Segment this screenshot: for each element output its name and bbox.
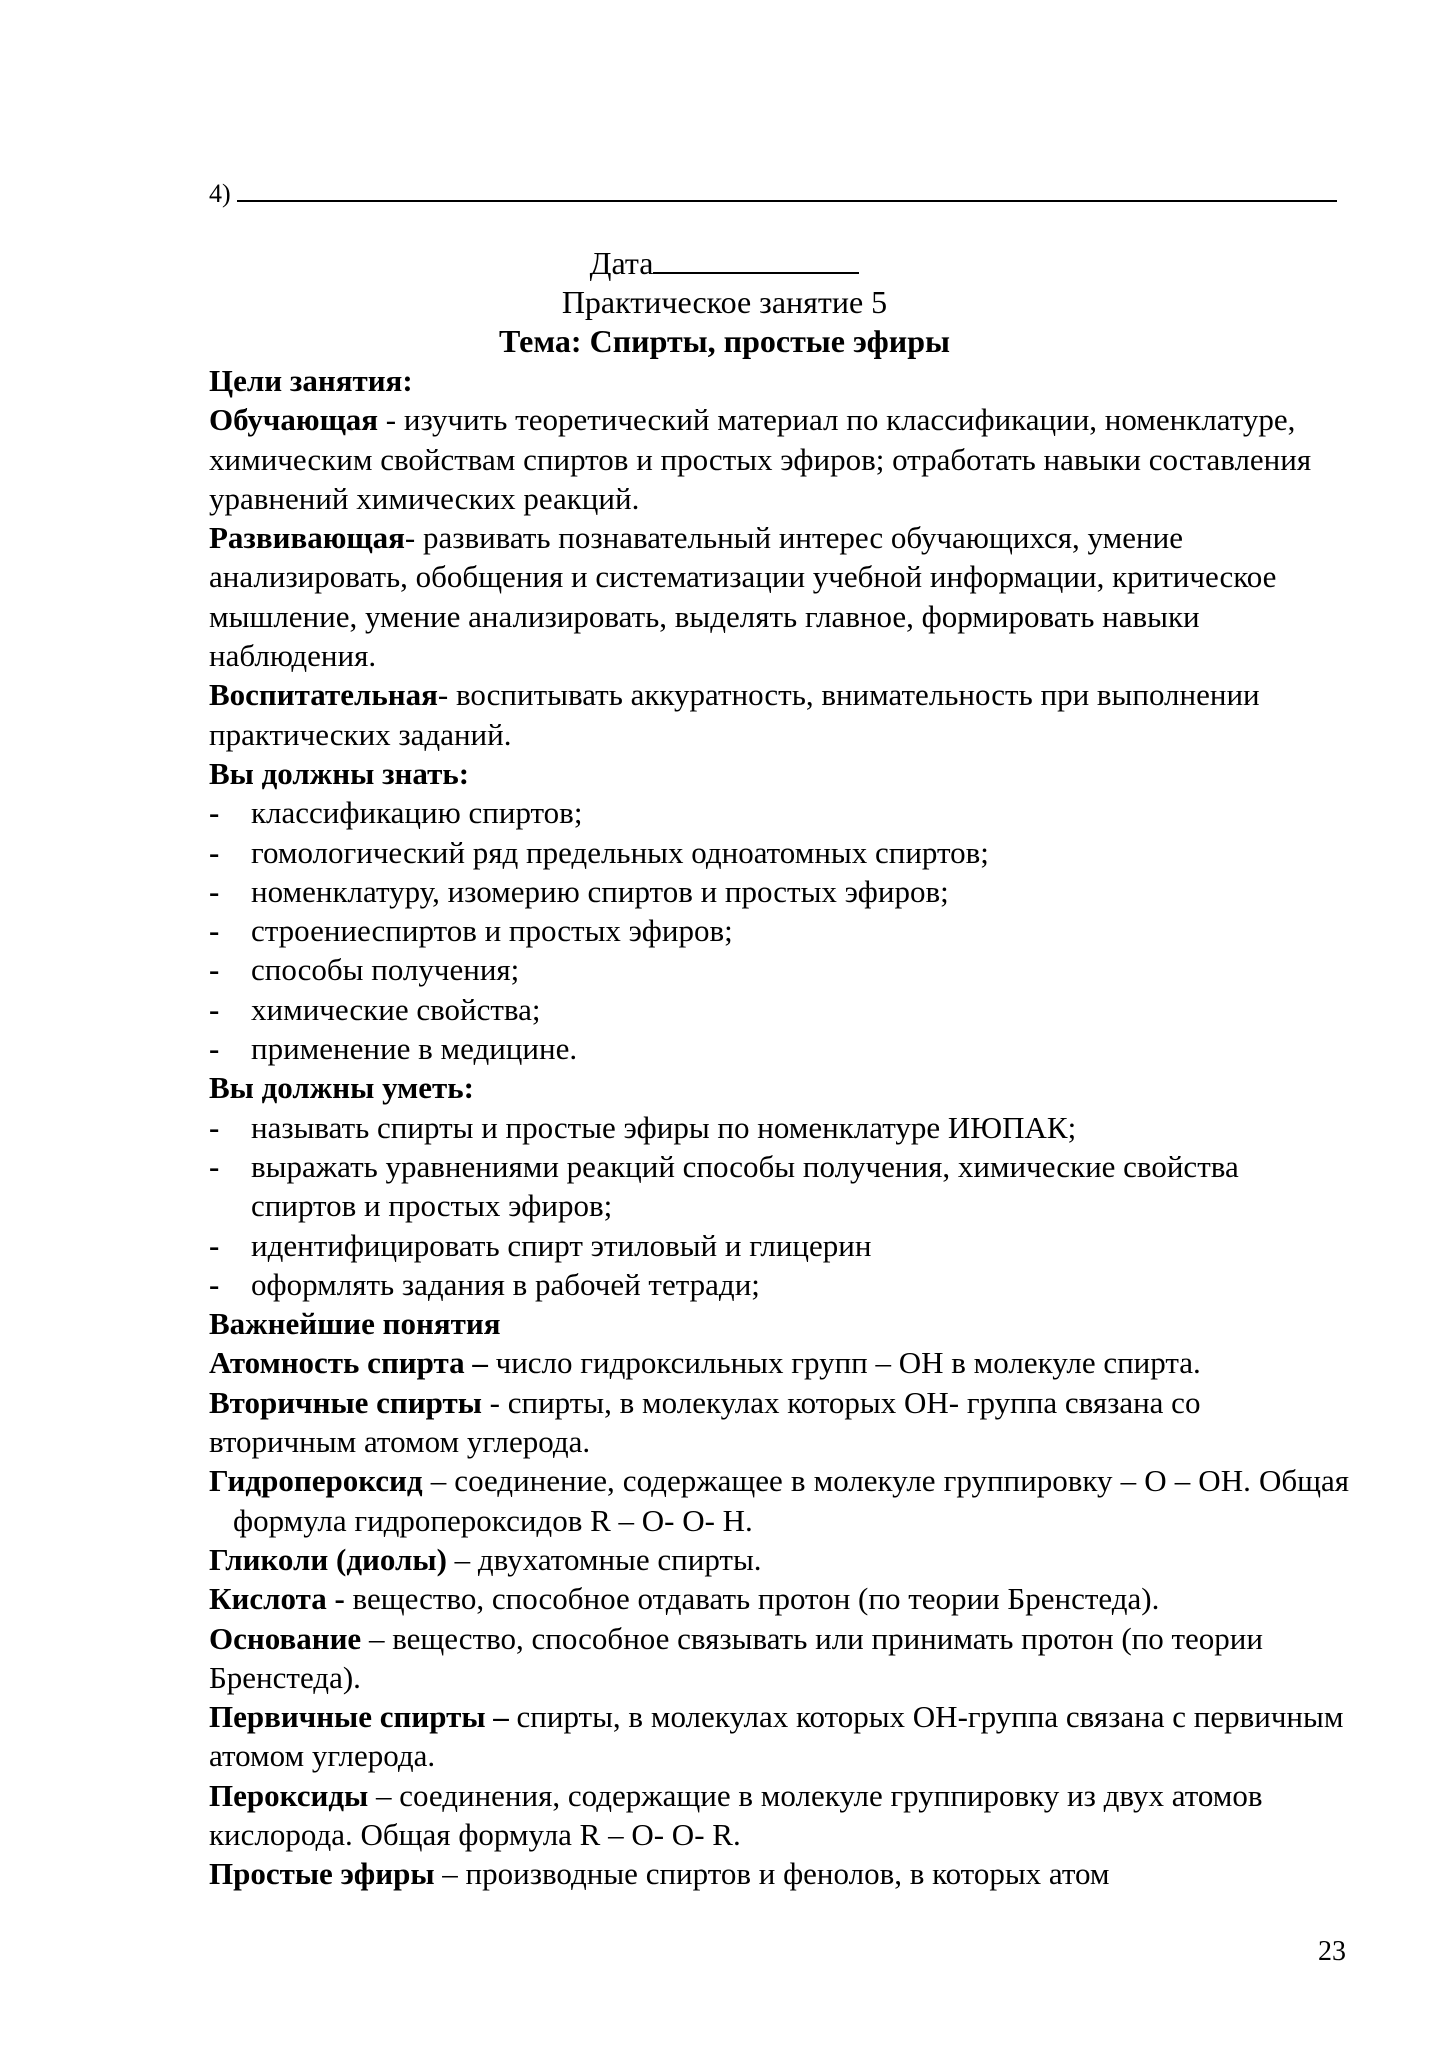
- dash-bullet: -: [209, 1109, 220, 1145]
- concept-item: [209, 1461, 1349, 1540]
- concept-item: [209, 1579, 1349, 1618]
- answer-line-4: [209, 176, 1337, 209]
- concept-term: Первичные спирты –: [209, 1699, 509, 1735]
- lesson-title: Практическое занятие 5: [561, 284, 888, 320]
- answer-number: 4): [209, 179, 231, 208]
- dash-bullet: -: [209, 952, 220, 988]
- concept-item: [209, 1619, 1349, 1698]
- concepts-heading: Важнейшие понятия: [209, 1306, 501, 1342]
- answer-blank-rule: [237, 176, 1337, 202]
- date-label: Дата: [589, 245, 654, 281]
- goal-text: - воспитывать аккуратность, внимательность при выполнении практических заданий.: [209, 677, 1260, 752]
- concept-text: - спирты, в молекулах которых ОН- группа связана со вторичным атомом углерода.: [209, 1384, 1201, 1460]
- goal-developing: [209, 518, 1349, 675]
- know-item: - номенклатуру, изомерию спиртов и простых эфиров;: [209, 872, 1349, 911]
- concept-term: Вторичные спирты: [209, 1384, 482, 1420]
- dash-bullet: -: [209, 1266, 220, 1302]
- able-item: - выражать уравнениями реакций способы получения, химические свойства спиртов и простых эфиров;: [209, 1148, 1239, 1224]
- know-item: - гомологический ряд предельных одноатомных спиртов;: [209, 833, 1349, 872]
- able-item: - идентифицировать спирт этиловый и глицерин: [209, 1226, 1349, 1265]
- goal-teaching: [209, 400, 1349, 518]
- concept-term: Гликоли (диолы): [209, 1541, 447, 1577]
- concept-term: Пероксиды: [209, 1777, 369, 1813]
- concept-term: Простые эфиры: [209, 1856, 435, 1892]
- able-item: - оформлять задания в рабочей тетради;: [209, 1265, 1349, 1304]
- dash-bullet: -: [209, 1148, 220, 1184]
- goal-term: Обучающая: [209, 402, 379, 438]
- concept-term: Основание: [209, 1620, 362, 1656]
- dash-bullet: -: [209, 795, 220, 831]
- date-blank-rule: [653, 244, 859, 274]
- goal-educational: [209, 675, 1349, 754]
- concept-text: число гидроксильных групп – ОН в молекуле спирта.: [487, 1345, 1201, 1381]
- page-number: 23: [1318, 1936, 1346, 1967]
- goal-term: Воспитательная: [209, 677, 438, 713]
- concept-item: [209, 1697, 1349, 1776]
- dash-bullet: -: [209, 1227, 220, 1263]
- dash-bullet: -: [209, 834, 220, 870]
- goal-text: - развивать познавательный интерес обучающихся, умение анализировать, обобщения и систематизации учебной информации, критическое мышление, умение анализировать, выделять главное, формировать навыки наблюдения.: [209, 520, 1277, 674]
- dash-bullet: -: [209, 991, 220, 1027]
- date-line: [0, 244, 1449, 283]
- concept-text: – вещество, способное связывать или принимать протон (по теории Бренстеда).: [209, 1620, 1263, 1695]
- goal-term: Развивающая: [209, 520, 405, 556]
- topic-title: Тема: Спирты, простые эфиры: [499, 323, 950, 359]
- concept-text: – соединения, содержащие в молекуле группировку из двух атомов кислорода. Общая формула R – О- О- R.: [209, 1777, 1263, 1852]
- concept-term: Атомность спирта –: [209, 1345, 488, 1381]
- concept-text: – производные спиртов и фенолов, в которых атом: [434, 1856, 1110, 1892]
- concept-text: спирты, в молекулах которых ОН-группа связана с первичным атомом углерода.: [209, 1699, 1344, 1774]
- dash-bullet: -: [209, 1031, 220, 1067]
- main-content: [209, 361, 1349, 1894]
- concept-term: Гидропероксид: [209, 1463, 423, 1499]
- concept-text: вещество, способное отдавать протон (по теории Бренстеда).: [344, 1581, 1160, 1617]
- know-item: - строениеспиртов и простых эфиров;: [209, 911, 1349, 950]
- know-item: - применение в медицине.: [209, 1029, 1349, 1068]
- concept-item: [209, 1854, 1349, 1893]
- dash-bullet: -: [209, 873, 220, 909]
- know-item: - способы получения;: [209, 950, 1349, 989]
- know-item: - химические свойства;: [209, 990, 1349, 1029]
- concept-item: [209, 1776, 1349, 1855]
- know-heading: Вы должны знать:: [209, 755, 470, 791]
- concept-item: [209, 1343, 1349, 1382]
- concept-term: Кислота -: [209, 1581, 345, 1617]
- concept-item: [209, 1540, 1349, 1579]
- concept-text: – двухатомные спирты.: [446, 1541, 762, 1577]
- able-heading: Вы должны уметь:: [209, 1070, 474, 1106]
- able-item: - называть спирты и простые эфиры по номенклатуре ИЮПАК;: [209, 1108, 1349, 1147]
- know-item: - классификацию спиртов;: [209, 793, 1349, 832]
- dash-bullet: -: [209, 913, 220, 949]
- goal-text: - изучить теоретический материал по классификации, номенклатуре, химическим свойствам спиртов и простых эфиров; отработать навыки составления уравнений химических реакций.: [209, 402, 1312, 516]
- concept-item: [209, 1383, 1349, 1462]
- goals-heading: Цели занятия:: [209, 363, 413, 398]
- concept-text: – соединение, содержащее в молекуле группировку – О – ОН. Общая формула гидропероксидов R – О- О- Н.: [233, 1463, 1349, 1538]
